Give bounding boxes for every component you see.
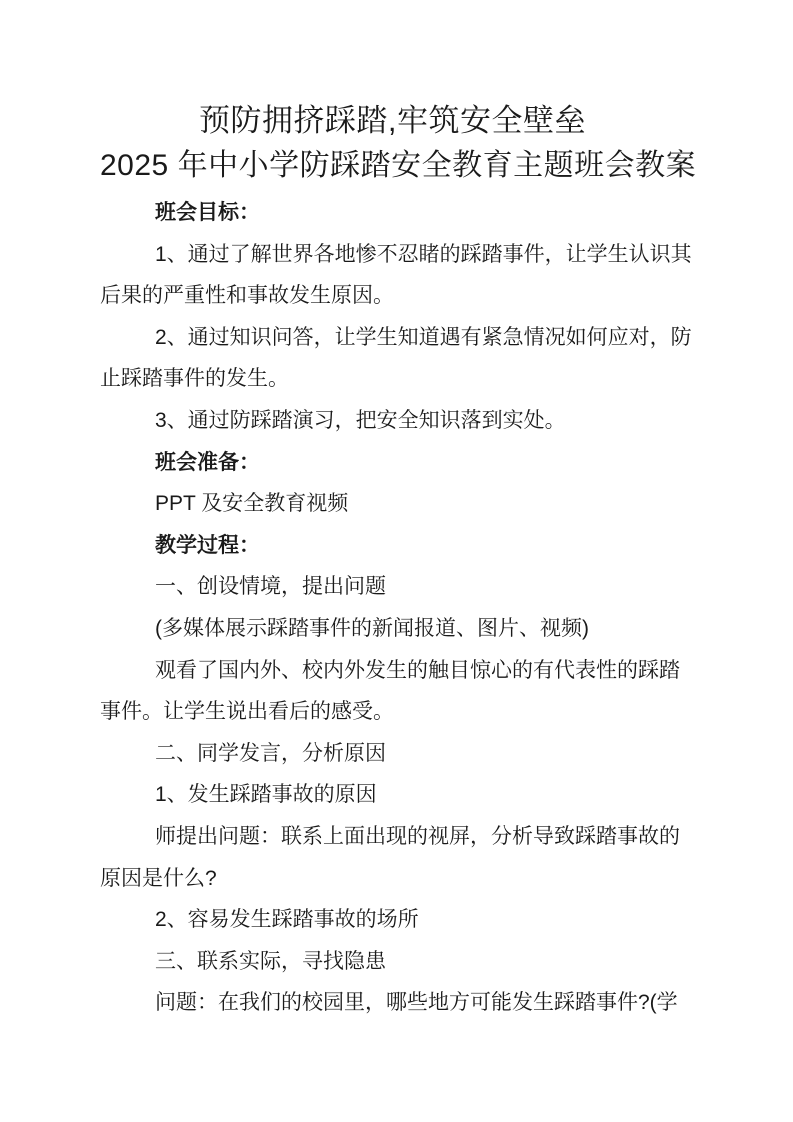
section-heading-line: 班会目标： [155,201,260,224]
body-text-line: 后果的严重性和事故发生原因。 [100,284,394,308]
body-text-line: 三、联系实际，寻找隐患 [155,949,386,973]
section-heading-line: 班会准备： [155,450,260,474]
document-subtitle: 2025 年中小学防踩踏安全教育主题班会教案 [100,149,697,182]
body-text-line: 问题：在我们的校园里，哪些地方可能发生踩踏事件?(学 [155,991,678,1015]
body-text-line: 师提出问题：联系上面出现的视屏，分析导致踩踏事故的 [155,824,680,848]
body-text-line: 1、通过了解世界各地惨不忍睹的踩踏事件，让学生认识其 [155,242,692,266]
body-text-line: 2、通过知识问答，让学生知道遇有紧急情况如何应对，防 [155,325,692,349]
body-text-line: 原因是什么? [100,866,217,890]
document-body [100,192,692,1024]
body-text-line: 二、同学发言，分析原因 [155,741,386,765]
body-text-line: 1、发生踩踏事故的原因 [155,783,377,807]
section-heading-line: 教学过程： [155,533,260,557]
body-text-line: 止踩踏事件的发生。 [100,367,289,391]
body-text-line: PPT 及安全教育视频 [155,492,349,516]
body-text-line: 一、创设情境，提出问题 [155,575,386,599]
body-text-line: 观看了国内外、校内外发生的触目惊心的有代表性的踩踏 [155,658,680,682]
document-title: 预防拥挤踩踏,牢筑安全壁垒 [198,103,587,138]
body-text-line: 3、通过防踩踏演习，把安全知识落到实处。 [155,408,566,432]
body-text-line: 事件。让学生说出看后的感受。 [100,700,394,724]
body-text-line: 2、容易发生踩踏事故的场所 [155,908,419,932]
body-text-line: (多媒体展示踩踏事件的新闻报道、图片、视频) [155,616,589,640]
